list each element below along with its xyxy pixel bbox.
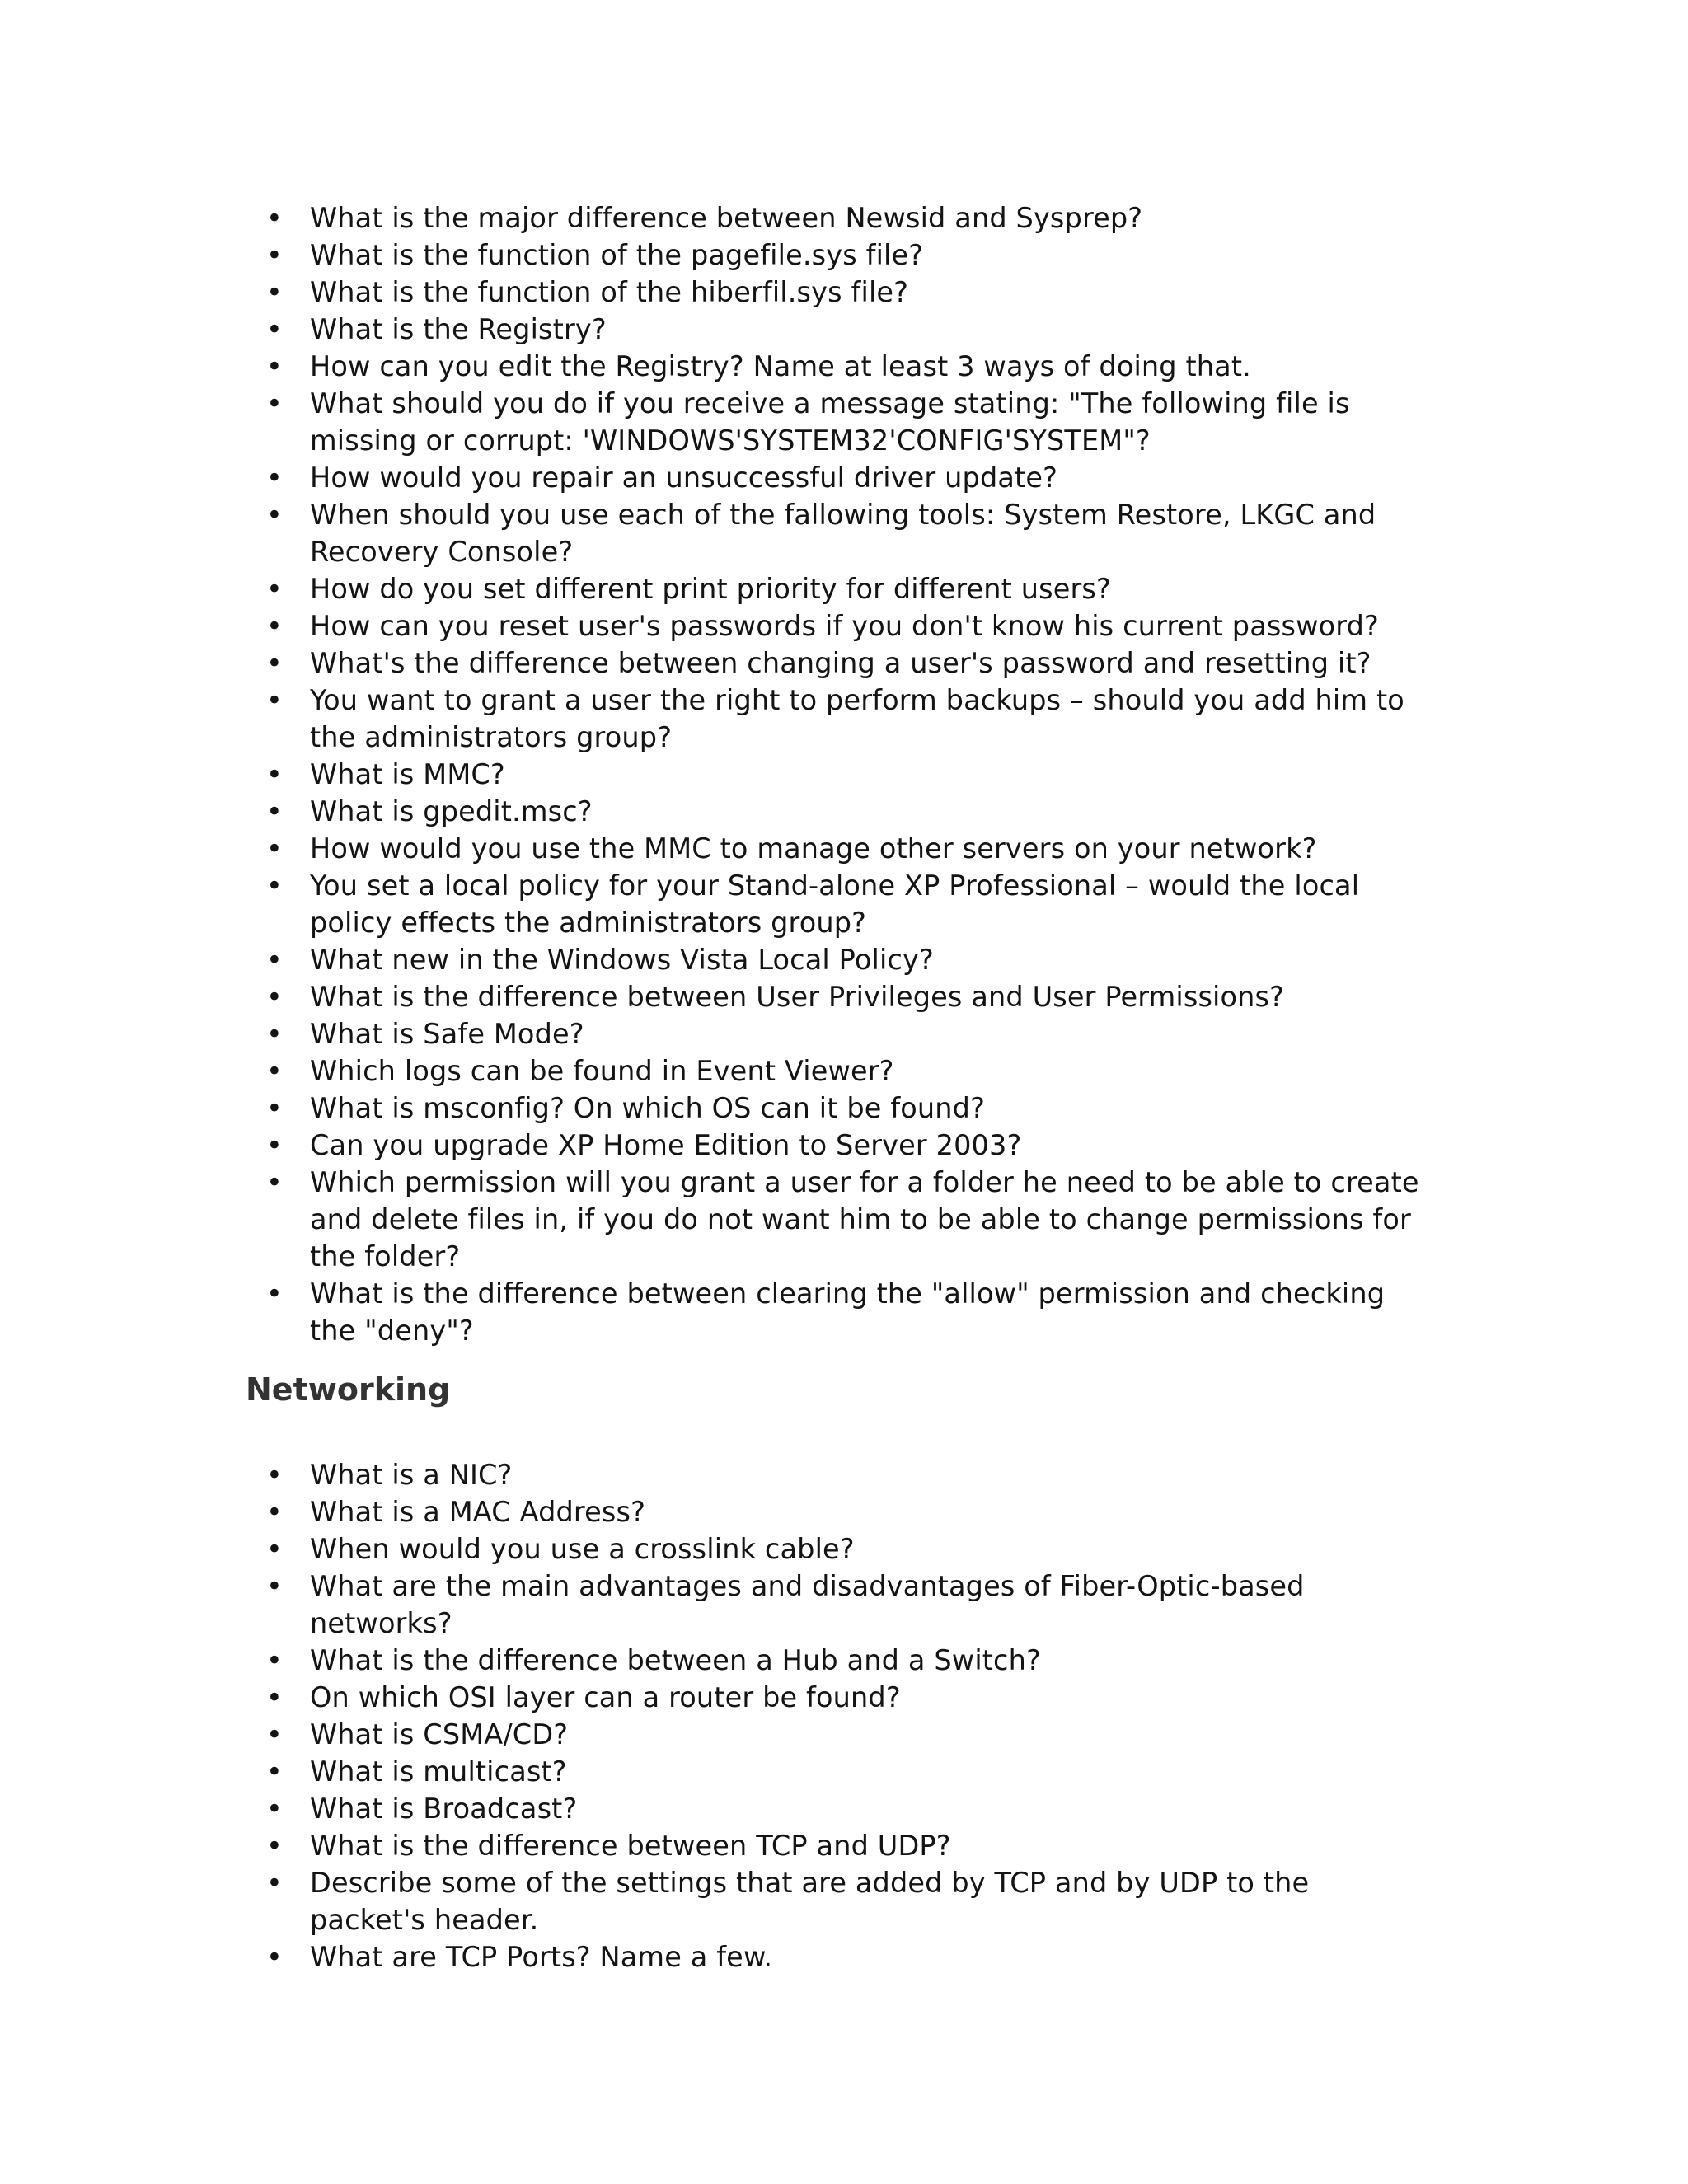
list-item (0, 1164, 1423, 1275)
list-item-text: How do you set different print priority for different users? (310, 573, 1111, 605)
list-item-text: What are TCP Ports? Name a few. (310, 1941, 773, 1973)
list-item-text: On which OSI layer can a router be found? (310, 1681, 901, 1713)
list-item (0, 1642, 1423, 1679)
list-item-text: Describe some of the settings that are added by TCP and by UDP to the packet's header. (310, 1867, 1310, 1936)
list-item (0, 1753, 1423, 1790)
bullet-icon: • (266, 1570, 283, 1602)
list-item (0, 793, 1423, 830)
bullet-icon: • (266, 1092, 283, 1124)
list-item (0, 570, 1423, 607)
list-item (0, 867, 1423, 941)
list-item (0, 1827, 1423, 1864)
list-item (0, 1015, 1423, 1052)
list-item-text: What is the difference between clearing the "allow" permission and checking the "deny"? (310, 1277, 1386, 1347)
list-item (0, 607, 1423, 644)
bullet-icon: • (266, 1055, 283, 1087)
bullet-icon: • (266, 1793, 283, 1825)
list-item-text: What is multicast? (310, 1755, 567, 1788)
list-item (0, 459, 1423, 496)
bullet-icon: • (266, 795, 283, 827)
bullet-icon: • (266, 1129, 283, 1161)
list-item (0, 274, 1423, 311)
list-item-text: What new in the Windows Vista Local Policy? (310, 944, 934, 976)
question-list-general (0, 199, 1688, 1349)
bullet-icon: • (266, 1277, 283, 1310)
list-item-text: How would you use the MMC to manage other servers on your network? (310, 832, 1317, 865)
bullet-icon: • (266, 1459, 283, 1491)
bullet-icon: • (266, 1830, 283, 1862)
bullet-icon: • (266, 684, 283, 716)
list-item-text: What is the function of the hiberfil.sys file? (310, 276, 909, 308)
list-item-text: What is the Registry? (310, 313, 607, 345)
list-item (0, 385, 1423, 459)
list-item (0, 644, 1423, 682)
bullet-icon: • (266, 981, 283, 1013)
list-item-text: What is Broadcast? (310, 1793, 578, 1825)
list-item-text: How can you reset user's passwords if you don't know his current password? (310, 610, 1379, 642)
bullet-icon: • (266, 1533, 283, 1565)
list-item-text: What is Safe Mode? (310, 1018, 584, 1050)
list-item-text: Can you upgrade XP Home Edition to Server 2003? (310, 1129, 1022, 1161)
list-item-text: What is the function of the pagefile.sys file? (310, 239, 924, 271)
bullet-icon: • (266, 350, 283, 382)
list-item-text: Which permission will you grant a user for a folder he need to be able to create and delete files in, if you do not want him to be able to change permissions for the folder? (310, 1166, 1419, 1272)
list-item (0, 237, 1423, 274)
list-item (0, 1493, 1423, 1530)
list-item-text: What are the main advantages and disadvantages of Fiber-Optic-based networks? (310, 1570, 1305, 1639)
list-item-text: You set a local policy for your Stand-alone XP Professional – would the local policy effects the administrators group? (310, 869, 1360, 939)
bullet-icon: • (266, 1644, 283, 1676)
bullet-icon: • (266, 832, 283, 865)
bullet-icon: • (266, 1718, 283, 1750)
list-item (0, 199, 1423, 237)
list-item-text: What is msconfig? On which OS can it be found? (310, 1092, 986, 1124)
bullet-icon: • (266, 573, 283, 605)
list-item (0, 1127, 1423, 1164)
bullet-icon: • (266, 758, 283, 790)
list-item-text: What should you do if you receive a message stating: "The following file is missing or corrupt: 'WINDOWS'SYSTEM32'CONFIG'SYSTEM"? (310, 387, 1350, 457)
list-item (0, 348, 1423, 385)
list-item (0, 1456, 1423, 1493)
list-item-text: What is MMC? (310, 758, 505, 790)
list-item (0, 1679, 1423, 1716)
list-item-text: What is the difference between TCP and UDP? (310, 1830, 951, 1862)
bullet-icon: • (266, 276, 283, 308)
list-item (0, 496, 1423, 570)
list-item (0, 756, 1423, 793)
bullet-icon: • (266, 944, 283, 976)
list-item-text: What is a NIC? (310, 1459, 513, 1491)
bullet-icon: • (266, 239, 283, 271)
list-item-text: When would you use a crosslink cable? (310, 1533, 855, 1565)
bullet-icon: • (266, 1941, 283, 1973)
list-item-text: When should you use each of the fallowing tools: System Restore, LKGC and Recovery Console? (310, 499, 1376, 568)
bullet-icon: • (266, 1681, 283, 1713)
list-item (0, 1530, 1423, 1568)
list-item-text: What is a MAC Address? (310, 1496, 646, 1528)
bullet-icon: • (266, 1755, 283, 1788)
list-item-text: What is the difference between a Hub and a Switch? (310, 1644, 1041, 1676)
section-heading-networking: Networking (246, 1371, 451, 1408)
bullet-icon: • (266, 610, 283, 642)
bullet-icon: • (266, 869, 283, 902)
list-item-text: What's the difference between changing a user's password and resetting it? (310, 647, 1372, 679)
bullet-icon: • (266, 1018, 283, 1050)
bullet-icon: • (266, 462, 283, 494)
list-item (0, 978, 1423, 1015)
list-item-text: What is gpedit.msc? (310, 795, 593, 827)
bullet-icon: • (266, 387, 283, 419)
list-item (0, 1052, 1423, 1090)
list-item (0, 941, 1423, 978)
list-item-text: Which logs can be found in Event Viewer? (310, 1055, 894, 1087)
list-item (0, 830, 1423, 867)
list-item-text: What is CSMA/CD? (310, 1718, 569, 1750)
list-item-text: How would you repair an unsuccessful driver update? (310, 462, 1058, 494)
list-item (0, 682, 1423, 756)
list-item (0, 1790, 1423, 1827)
list-item-text: What is the difference between User Privileges and User Permissions? (310, 981, 1285, 1013)
question-list-networking (0, 1456, 1688, 1975)
bullet-icon: • (266, 202, 283, 234)
list-item-text: What is the major difference between Newsid and Sysprep? (310, 202, 1143, 234)
list-item (0, 1716, 1423, 1753)
bullet-icon: • (266, 1496, 283, 1528)
list-item (0, 1864, 1423, 1938)
bullet-icon: • (266, 647, 283, 679)
list-item (0, 1275, 1423, 1349)
list-item-text: How can you edit the Registry? Name at least 3 ways of doing that. (310, 350, 1251, 382)
bullet-icon: • (266, 1867, 283, 1899)
list-item (0, 1090, 1423, 1127)
list-item-text: You want to grant a user the right to perform backups – should you add him to the administrators group? (310, 684, 1404, 753)
list-item (0, 1938, 1423, 1975)
bullet-icon: • (266, 313, 283, 345)
list-item (0, 1568, 1423, 1642)
list-item (0, 311, 1423, 348)
bullet-icon: • (266, 1166, 283, 1198)
bullet-icon: • (266, 499, 283, 531)
